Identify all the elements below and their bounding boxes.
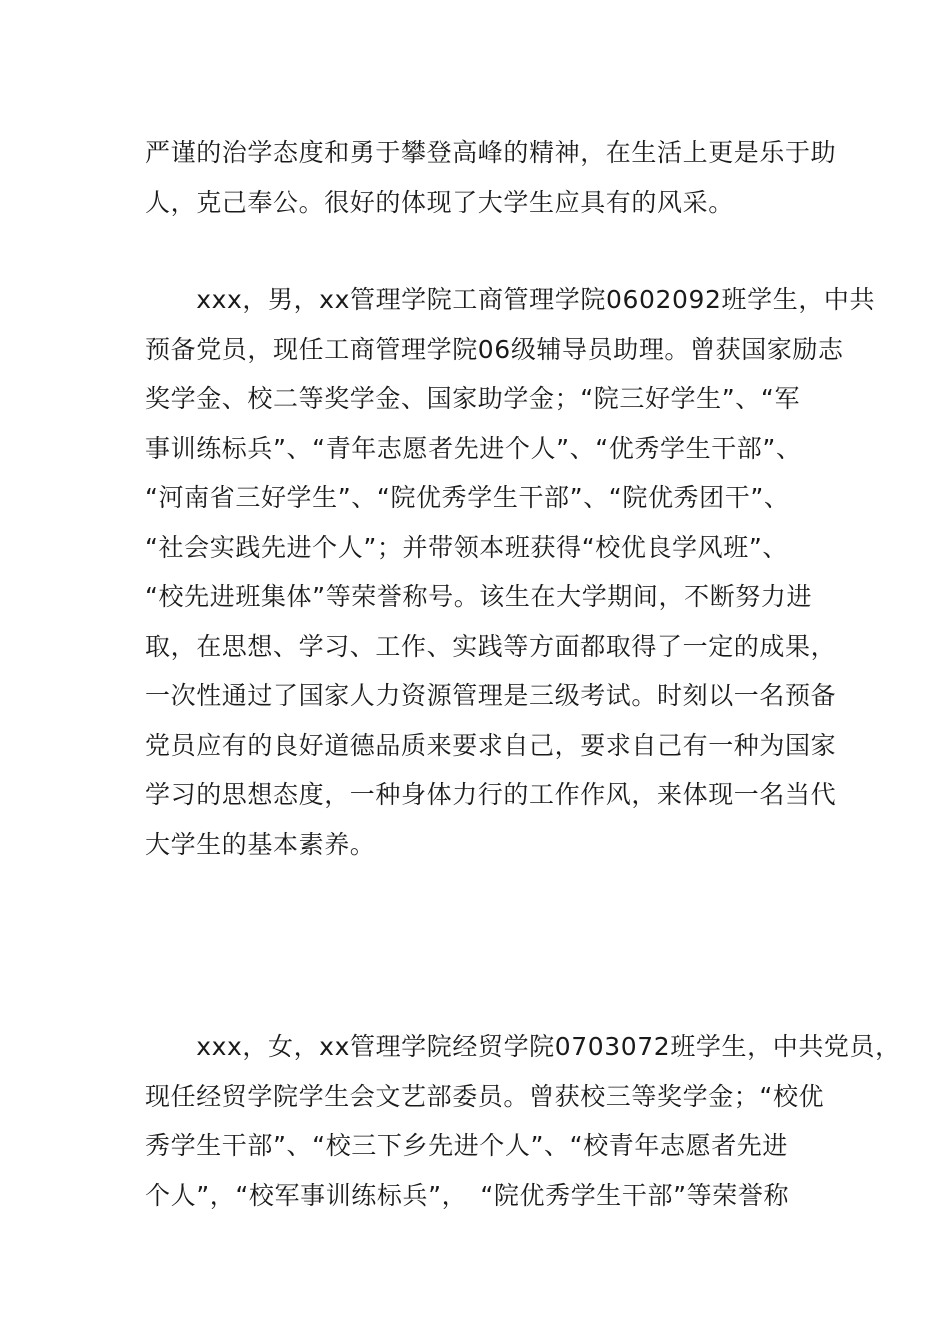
paragraph-line: “河南省三好学生”、“院优秀学生干部”、“院优秀团干”、: [145, 483, 790, 512]
paragraph-3: [145, 1022, 901, 1220]
paragraph-2: [145, 275, 876, 869]
paragraph-line: 一次性通过了国家人力资源管理是三级考试。时刻以一名预备: [145, 681, 837, 710]
paragraph-line: 个人”，“校军事训练标兵”， “院优秀学生干部”等荣誉称: [145, 1180, 790, 1210]
paragraph-line: xxx，女，xx管理学院经贸学院0703072班学生，中共党员，: [145, 1032, 901, 1061]
paragraph-line: 现任经贸学院学生会文艺部委员。曾获校三等奖学金；“校优: [145, 1081, 825, 1111]
paragraph-1: [145, 128, 837, 227]
paragraph-line: xxx，男，xx管理学院工商管理学院0602092班学生，中共: [145, 285, 876, 314]
paragraph-line: 秀学生干部”、“校三下乡先进个人”、“校青年志愿者先进: [145, 1131, 789, 1160]
paragraph-line: 取，在思想、学习、工作、实践等方面都取得了一定的成果，: [145, 631, 837, 661]
paragraph-line: 严谨的治学态度和勇于攀登高峰的精神，在生活上更是乐于助: [145, 138, 837, 167]
paragraph-line: “校先进班集体”等荣誉称号。该生在大学期间，不断努力进: [145, 582, 813, 611]
paragraph-line: 奖学金、校二等奖学金、国家助学金；“院三好学生”、“军: [145, 384, 801, 413]
paragraph-line: “社会实践先进个人”；并带领本班获得“校优良学风班”、: [145, 532, 789, 562]
paragraph-line: 人，克己奉公。很好的体现了大学生应具有的风采。: [145, 187, 734, 217]
paragraph-line: 事训练标兵”、“青年志愿者先进个人”、“优秀学生干部”、: [145, 433, 802, 463]
paragraph-line: 党员应有的良好道德品质来要求自己，要求自己有一种为国家: [145, 730, 837, 760]
paragraph-line: 预备党员，现任工商管理学院06级辅导员助理。曾获国家励志: [145, 334, 844, 364]
paragraph-line: 大学生的基本素养。: [145, 829, 376, 859]
paragraph-line: 学习的思想态度，一种身体力行的工作作风，来体现一名当代: [145, 780, 837, 809]
